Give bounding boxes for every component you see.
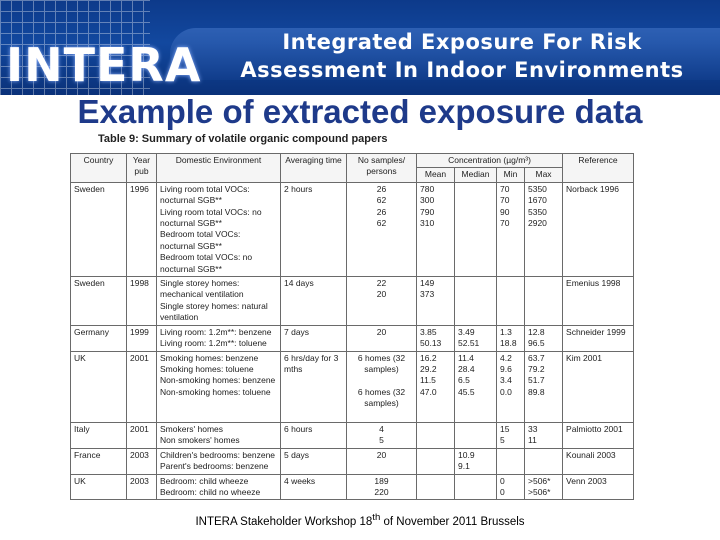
cell-mean-entry: 50.13 bbox=[420, 338, 442, 349]
cell-averaging-time: 4 weeks bbox=[281, 474, 347, 500]
cell-max-entry: 89.8 bbox=[528, 386, 545, 397]
cell-country: France bbox=[71, 448, 127, 474]
cell-median bbox=[455, 351, 497, 422]
cell-min-entry: 90 bbox=[500, 206, 510, 217]
cell-samples-entry: 5 bbox=[379, 435, 384, 446]
header-max: Max bbox=[525, 168, 563, 182]
cell-median-entry: 6.5 bbox=[458, 375, 470, 386]
cell-reference: Emenius 1998 bbox=[563, 277, 634, 326]
cell-mean bbox=[417, 474, 455, 500]
cell-median-entry: 52.51 bbox=[458, 338, 480, 349]
cell-samples bbox=[347, 351, 417, 422]
cell-averaging-time: 7 days bbox=[281, 325, 347, 351]
cell-environment bbox=[157, 277, 281, 326]
cell-min-entry bbox=[500, 450, 521, 461]
cell-reference: Schneider 1999 bbox=[563, 325, 634, 351]
cell-environment-entry: Bedroom total VOCs: nocturnal SGB** bbox=[160, 229, 241, 251]
cell-country: UK bbox=[71, 474, 127, 500]
header-year: Year pub bbox=[127, 154, 157, 183]
cell-mean-entry: 16.2 bbox=[420, 352, 437, 363]
cell-year: 2003 bbox=[127, 448, 157, 474]
cell-max bbox=[525, 351, 563, 422]
table-header-row bbox=[71, 154, 634, 168]
cell-environment bbox=[157, 474, 281, 500]
header-mean: Mean bbox=[417, 168, 455, 182]
banner-title bbox=[212, 28, 712, 84]
cell-mean-entry bbox=[420, 487, 451, 498]
banner-title-line-1: Integrated Exposure For Risk bbox=[282, 30, 642, 54]
cell-environment-entry: Single storey homes: natural ventilation bbox=[160, 300, 268, 323]
cell-mean-entry: 310 bbox=[420, 218, 435, 229]
footer-text: INTERA Stakeholder Workshop 18 bbox=[195, 515, 373, 528]
cell-samples bbox=[347, 448, 417, 474]
cell-samples bbox=[347, 474, 417, 500]
cell-median-entry bbox=[458, 476, 493, 487]
cell-environment-entry: Single storey homes: mechanical ventilation bbox=[160, 278, 244, 300]
footer bbox=[0, 512, 720, 528]
cell-median bbox=[455, 448, 497, 474]
cell-samples bbox=[347, 325, 417, 351]
cell-median-entry bbox=[458, 424, 493, 435]
cell-country: Italy bbox=[71, 422, 127, 448]
cell-max-entry bbox=[528, 289, 559, 300]
table-row bbox=[71, 277, 634, 326]
cell-min bbox=[497, 277, 525, 326]
cell-median bbox=[455, 277, 497, 326]
cell-year: 1998 bbox=[127, 277, 157, 326]
cell-environment-entry: Non smokers' homes bbox=[160, 435, 240, 446]
cell-samples-entry: 189 bbox=[374, 475, 389, 486]
cell-min bbox=[497, 422, 525, 448]
cell-mean-entry bbox=[420, 435, 451, 446]
cell-environment-entry: Children's bedrooms: benzene bbox=[160, 449, 276, 460]
cell-year: 2001 bbox=[127, 351, 157, 422]
cell-samples-entry: 62 bbox=[376, 218, 387, 229]
cell-environment-entry: Bedroom total VOCs: no nocturnal SGB** bbox=[160, 252, 253, 274]
cell-median-entry: 10.9 bbox=[458, 449, 475, 460]
cell-mean-entry: 790 bbox=[420, 206, 435, 217]
table-row bbox=[71, 448, 634, 474]
table-row bbox=[71, 325, 634, 351]
cell-mean bbox=[417, 325, 455, 351]
cell-min-entry: 0.0 bbox=[500, 386, 512, 397]
cell-mean-entry: 47.0 bbox=[420, 386, 437, 397]
table-row bbox=[71, 422, 634, 448]
cell-min-entry bbox=[500, 289, 521, 300]
voc-summary-table bbox=[70, 153, 634, 500]
header-concentration: Concentration (µg/m³) bbox=[417, 154, 563, 168]
cell-environment bbox=[157, 422, 281, 448]
cell-median-entry bbox=[458, 195, 493, 206]
cell-samples-entry: 4 bbox=[379, 423, 384, 434]
cell-max-entry: 33 bbox=[528, 423, 538, 434]
cell-median-entry bbox=[458, 435, 493, 446]
cell-averaging-time: 2 hours bbox=[281, 182, 347, 276]
cell-year: 1996 bbox=[127, 182, 157, 276]
cell-year: 2001 bbox=[127, 422, 157, 448]
cell-min bbox=[497, 182, 525, 276]
cell-environment-entry: Bedroom: child no wheeze bbox=[160, 486, 261, 497]
cell-environment-entry: Smoking homes: benzene bbox=[160, 352, 259, 363]
cell-max bbox=[525, 277, 563, 326]
cell-mean-entry: 11.5 bbox=[420, 375, 436, 386]
cell-environment-entry: Non-smoking homes: benzene bbox=[160, 375, 276, 386]
cell-min bbox=[497, 474, 525, 500]
cell-reference: Venn 2003 bbox=[563, 474, 634, 500]
cell-samples-entry bbox=[350, 375, 413, 386]
cell-environment-entry: Parent's bedrooms: benzene bbox=[160, 461, 269, 472]
table-row bbox=[71, 474, 634, 500]
cell-median bbox=[455, 325, 497, 351]
cell-mean-entry: 29.2 bbox=[420, 363, 437, 374]
cell-environment-entry: Smoking homes: toluene bbox=[160, 363, 254, 374]
cell-environment-entry: Living room: 1.2m**: toluene bbox=[160, 338, 267, 349]
cell-max bbox=[525, 474, 563, 500]
cell-min-entry: 5 bbox=[500, 435, 505, 446]
cell-averaging-time: 6 hours bbox=[281, 422, 347, 448]
cell-max-entry bbox=[528, 278, 559, 289]
cell-mean bbox=[417, 351, 455, 422]
footer-text-end: of November 2011 Brussels bbox=[380, 515, 525, 528]
cell-mean-entry: 373 bbox=[420, 289, 435, 300]
cell-min-entry: 70 bbox=[500, 195, 510, 206]
cell-averaging-time: 14 days bbox=[281, 277, 347, 326]
cell-max-entry: 12.8 bbox=[528, 326, 545, 337]
cell-environment-entry: Smokers' homes bbox=[160, 423, 224, 434]
cell-mean-entry bbox=[420, 424, 451, 435]
cell-year: 1999 bbox=[127, 325, 157, 351]
cell-max bbox=[525, 448, 563, 474]
cell-max-entry: 2920 bbox=[528, 218, 547, 229]
cell-environment-entry: Living room total VOCs: nocturnal SGB** bbox=[160, 183, 250, 206]
cell-averaging-time: 6 hrs/day for 3 mths bbox=[281, 351, 347, 422]
cell-max-entry: 5350 bbox=[528, 183, 547, 194]
cell-environment-entry: Living room total VOCs: no nocturnal SGB** bbox=[160, 206, 262, 229]
cell-max-entry: 79.2 bbox=[528, 363, 545, 374]
cell-median-entry: 9.1 bbox=[458, 461, 470, 472]
cell-median-entry bbox=[458, 289, 493, 300]
cell-country: UK bbox=[71, 351, 127, 422]
cell-max-entry: 96.5 bbox=[528, 338, 545, 349]
table-caption: Table 9: Summary of volatile organic compound papers bbox=[98, 133, 388, 145]
cell-samples bbox=[347, 182, 417, 276]
cell-samples-entry: 20 bbox=[376, 326, 387, 337]
cell-max-entry bbox=[528, 450, 559, 461]
cell-median-entry bbox=[458, 218, 493, 229]
table-row bbox=[71, 182, 634, 276]
intera-logo: INTERA bbox=[6, 38, 202, 92]
cell-min-entry bbox=[500, 461, 521, 472]
cell-median-entry bbox=[458, 184, 493, 195]
header-environment: Domestic Environment bbox=[157, 154, 281, 183]
cell-environment bbox=[157, 182, 281, 276]
cell-reference: Norback 1996 bbox=[563, 182, 634, 276]
cell-min-entry: 18.8 bbox=[500, 338, 517, 349]
header-averaging-time: Averaging time bbox=[281, 154, 347, 183]
header-banner bbox=[0, 0, 720, 95]
cell-mean bbox=[417, 277, 455, 326]
cell-environment bbox=[157, 325, 281, 351]
cell-max-entry: >506* bbox=[528, 475, 551, 486]
cell-max-entry: 63.7 bbox=[528, 352, 545, 363]
cell-reference: Kounali 2003 bbox=[563, 448, 634, 474]
cell-samples-entry: 6 homes (32 samples) bbox=[357, 386, 406, 409]
cell-median bbox=[455, 182, 497, 276]
cell-max bbox=[525, 422, 563, 448]
cell-mean bbox=[417, 422, 455, 448]
cell-samples-entry: 22 bbox=[376, 278, 387, 289]
table-body bbox=[71, 182, 634, 500]
cell-reference: Kim 2001 bbox=[563, 351, 634, 422]
table-row bbox=[71, 351, 634, 422]
cell-samples-entry: 220 bbox=[374, 486, 389, 497]
cell-min-entry: 15 bbox=[500, 423, 510, 434]
cell-mean-entry bbox=[420, 476, 451, 487]
cell-median-entry bbox=[458, 487, 493, 498]
slide-title: Example of extracted exposure data bbox=[77, 93, 643, 130]
banner-title-line-2: Assessment In Indoor Environments bbox=[240, 58, 684, 82]
cell-environment-entry: Non-smoking homes: toluene bbox=[160, 386, 271, 397]
cell-min-entry: 3.4 bbox=[500, 375, 512, 386]
cell-year: 2003 bbox=[127, 474, 157, 500]
header-median: Median bbox=[455, 168, 497, 182]
cell-mean-entry: 3.85 bbox=[420, 326, 437, 337]
cell-median bbox=[455, 474, 497, 500]
cell-samples-entry bbox=[350, 410, 413, 421]
cell-max-entry: 11 bbox=[528, 435, 537, 446]
cell-samples-entry: 6 homes (32 samples) bbox=[357, 352, 406, 374]
header-samples: No samples/ persons bbox=[347, 154, 417, 183]
cell-min-entry: 70 bbox=[500, 183, 510, 194]
cell-min bbox=[497, 325, 525, 351]
cell-mean-entry bbox=[420, 450, 451, 461]
cell-reference: Palmiotto 2001 bbox=[563, 422, 634, 448]
cell-samples bbox=[347, 277, 417, 326]
cell-max bbox=[525, 182, 563, 276]
cell-median-entry: 45.5 bbox=[458, 386, 475, 397]
cell-min-entry bbox=[500, 278, 521, 289]
cell-median-entry: 11.4 bbox=[458, 352, 474, 363]
cell-max-entry bbox=[528, 461, 559, 472]
cell-min-entry: 0 bbox=[500, 486, 505, 497]
cell-min-entry: 70 bbox=[500, 218, 510, 229]
cell-environment bbox=[157, 448, 281, 474]
cell-samples-entry: 62 bbox=[376, 195, 387, 206]
cell-max-entry: 1670 bbox=[528, 195, 547, 206]
cell-samples bbox=[347, 422, 417, 448]
cell-median-entry bbox=[458, 207, 493, 218]
cell-median bbox=[455, 422, 497, 448]
cell-mean bbox=[417, 448, 455, 474]
cell-mean-entry: 780 bbox=[420, 183, 435, 194]
cell-mean bbox=[417, 182, 455, 276]
cell-mean-entry: 300 bbox=[420, 195, 435, 206]
cell-averaging-time: 5 days bbox=[281, 448, 347, 474]
cell-country: Germany bbox=[71, 325, 127, 351]
footer-superscript: th bbox=[372, 512, 381, 523]
cell-country: Sweden bbox=[71, 277, 127, 326]
cell-samples-entry: 26 bbox=[376, 183, 387, 194]
cell-median-entry bbox=[458, 278, 493, 289]
cell-min bbox=[497, 351, 525, 422]
cell-max-entry: 51.7 bbox=[528, 375, 545, 386]
cell-environment bbox=[157, 351, 281, 422]
cell-min-entry: 4.2 bbox=[500, 352, 512, 363]
cell-samples-entry bbox=[350, 461, 413, 472]
cell-samples-entry: 26 bbox=[376, 206, 387, 217]
cell-min-entry: 0 bbox=[500, 475, 505, 486]
header-country: Country bbox=[71, 154, 127, 183]
header-min: Min bbox=[497, 168, 525, 182]
cell-median-entry: 28.4 bbox=[458, 363, 475, 374]
cell-median-entry: 3.49 bbox=[458, 326, 475, 337]
cell-samples-entry bbox=[350, 338, 413, 349]
cell-environment-entry: Living room: 1.2m**: benzene bbox=[160, 326, 272, 337]
cell-max-entry: 5350 bbox=[528, 206, 547, 217]
cell-samples-entry: 20 bbox=[376, 449, 387, 460]
cell-min-entry: 1.3 bbox=[500, 326, 512, 337]
header-reference: Reference bbox=[563, 154, 634, 183]
cell-country: Sweden bbox=[71, 182, 127, 276]
cell-environment-entry: Bedroom: child wheeze bbox=[160, 475, 249, 486]
cell-max-entry: >506* bbox=[528, 486, 551, 497]
cell-min-entry: 9.6 bbox=[500, 363, 512, 374]
cell-samples-entry: 20 bbox=[376, 289, 387, 300]
cell-max bbox=[525, 325, 563, 351]
cell-mean-entry: 149 bbox=[420, 278, 435, 289]
cell-min bbox=[497, 448, 525, 474]
cell-mean-entry bbox=[420, 461, 451, 472]
